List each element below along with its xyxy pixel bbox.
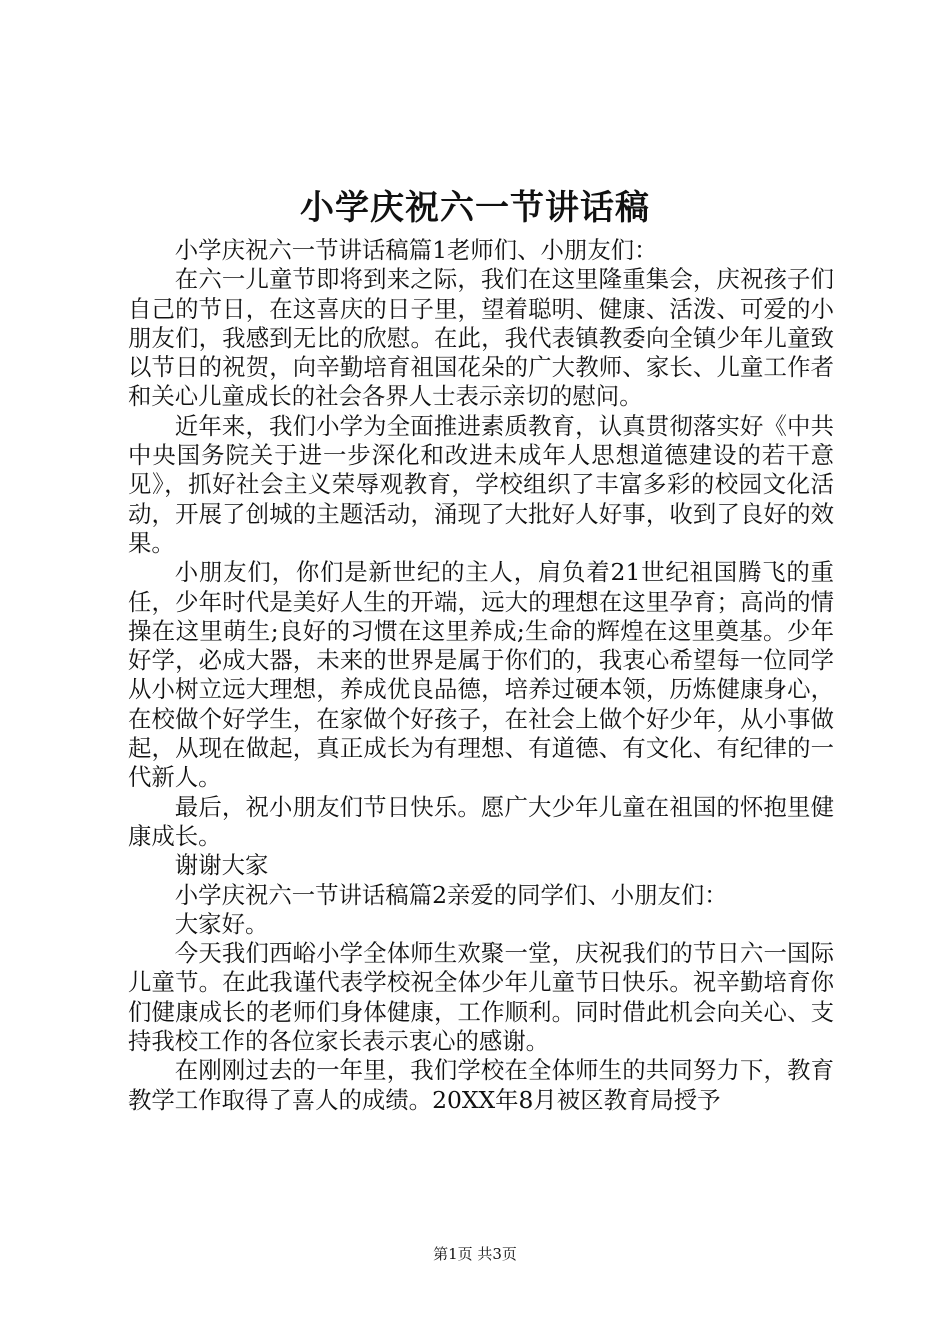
page-footer: 第1页 共3页 — [433, 1245, 517, 1263]
paragraph: 在刚刚过去的一年里，我们学校在全体师生的共同努力下，教育教学工作取得了喜人的成绩。20XX年8月被区教育局授予 — [128, 1056, 834, 1114]
paragraph: 小学庆祝六一节讲话稿篇2亲爱的同学们、小朋友们： — [174, 880, 728, 909]
paragraph: 小学庆祝六一节讲话稿篇1老师们、小朋友们： — [174, 236, 658, 264]
paragraph: 近年来，我们小学为全面推进素质教育，认真贯彻落实好《中共中央国务院关于进一步深化和改进未成年人思想道德建设的若干意见》，抓好社会主义荣辱观教育，学校组织了丰富多彩的校园文化活动，开展了创城的主题活动，涌现了大批好人好事，收到了良好的效果。 — [128, 411, 834, 557]
document-title: 小学庆祝六一节讲话稿 — [300, 188, 650, 228]
paragraph: 谢谢大家 — [174, 851, 269, 880]
paragraph: 在六一儿童节即将到来之际，我们在这里隆重集会，庆祝孩子们自己的节日，在这喜庆的日子里，望着聪明、健康、活泼、可爱的小朋友们，我感到无比的欣慰。在此，我代表镇教委向全镇少年儿童致以节日的祝贺，向辛勤培育祖国花朵的广大教师、家长、儿童工作者和关心儿童成长的社会各界人士表示亲切的慰问。 — [128, 265, 834, 411]
paragraph: 今天我们西峪小学全体师生欢聚一堂，庆祝我们的节日六一国际儿童节。在此我谨代表学校祝全体少年儿童节日快乐。祝辛勤培育你们健康成长的老师们身体健康，工作顺利。同时借此机会向关心、支持我校工作的各位家长表示衷心的感谢。 — [128, 939, 834, 1056]
paragraph: 小朋友们，你们是新世纪的主人，肩负着21世纪祖国腾飞的重任，少年时代是美好人生的开端，远大的理想在这里孕育；高尚的情操在这里萌生;良好的习惯在这里养成;生命的辉煌在这里奠基。少年好学，必成大器，未来的世界是属于你们的，我衷心希望每一位同学从小树立远大理想，养成优良品德，培养过硬本领，历炼健康身心，在校做个好学生，在家做个好孩子，在社会上做个好少年，从小事做起，从现在做起，真正成长为有理想、有道德、有文化、有纪律的一代新人。 — [128, 558, 834, 792]
document-body — [128, 236, 834, 1115]
paragraph: 大家好。 — [174, 909, 269, 938]
paragraph: 最后，祝小朋友们节日快乐。愿广大少年儿童在祖国的怀抱里健康成长。 — [128, 792, 834, 850]
